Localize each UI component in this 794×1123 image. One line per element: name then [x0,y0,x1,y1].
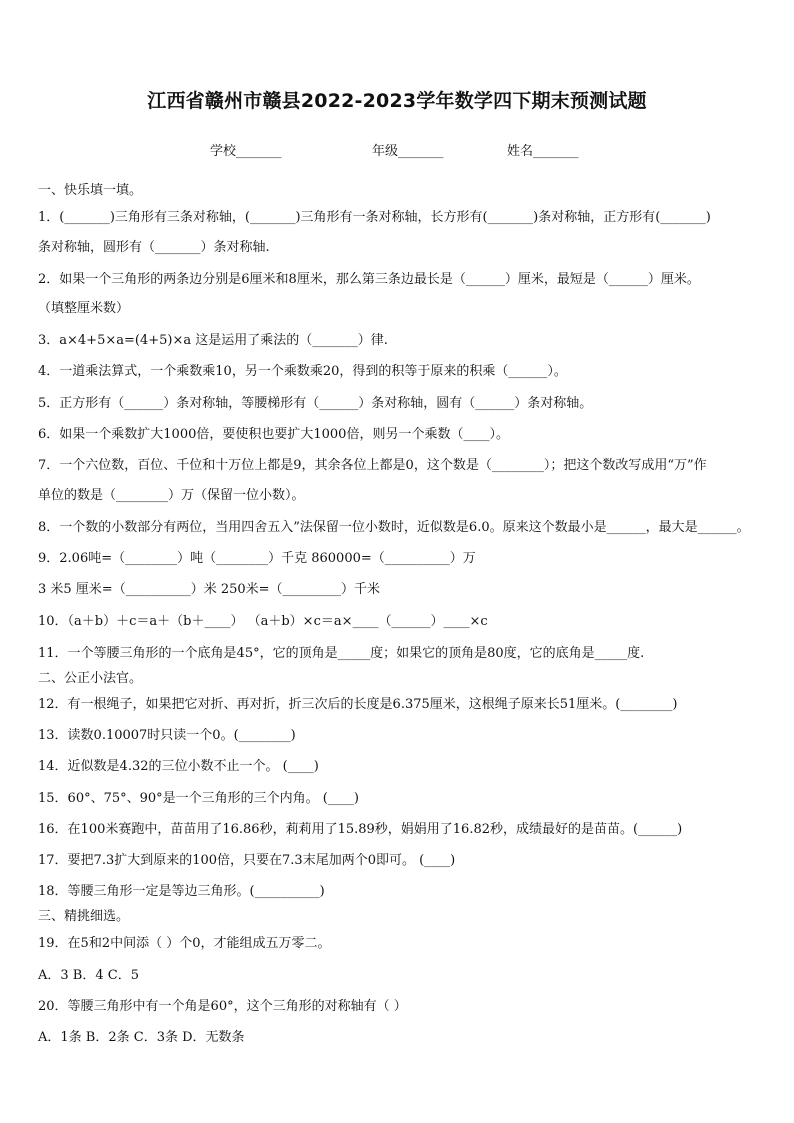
question-5: 5．正方形有（______）条对称轴，等腰梯形有（______）条对称轴，圆有（______）条对称轴。 [38,396,593,411]
question-15: 15．60°、75°、90°是一个三角形的三个内角。 (____) [38,791,359,806]
question-20: 20．等腰三角形中有一个角是60°，这个三角形的对称轴有（ ） [38,999,407,1014]
question-8: 8．一个数的小数部分有两位，当用四舍五入”法保留一位小数时，近似数是6.0。原来这个数最小是______，最大是______。 [38,520,750,535]
section-heading-2: 二、公正小法官。 [38,671,143,686]
question-18: 18．等腰三角形一定是等边三角形。(__________) [38,884,325,899]
section-heading-3: 三、精挑细选。 [38,909,130,924]
question-7-cont: 单位的数是（________）万（保留一位小数）。 [38,488,305,503]
question-12: 12．有一根绳子，如果把它对折、再对折，折三次后的长度是6.375厘米，这根绳子原来长51厘米。(________) [38,697,678,712]
name-field: 姓名_______ [507,144,579,159]
question-6: 6．如果一个乘数扩大1000倍，要使积也要扩大1000倍，则另一个乘数（____）。 [38,427,509,442]
question-16: 16．在100米赛跑中，苗苗用了16.86秒，莉莉用了15.89秒，娟娟用了16.82秒，成绩最好的是苗苗。(______) [38,822,683,837]
page-title: 江西省赣州市赣县2022-2023学年数学四下期末预测试题 [147,90,647,112]
question-1: 1．(_______)三角形有三条对称轴，(_______)三角形有一条对称轴，长方形有(_______)条对称轴，正方形有(_______) [38,210,711,225]
question-17: 17．要把7.3扩大到原来的100倍，只要在7.3末尾加两个0即可。 (____) [38,853,456,868]
section-heading-1: 一、快乐填一填。 [38,183,143,198]
grade-field: 年级_______ [372,144,444,159]
question-2-note: （填整厘米数） [38,301,130,316]
question-19: 19．在5和2中间添（ ）个0，才能组成五万零二。 [38,936,331,951]
question-7: 7．一个六位数，百位、千位和十万位上都是9，其余各位上都是0，这个数是（________）；把这个数改写成用“万”作 [38,458,707,473]
question-3: 3．a×4+5×a=(4+5)×a 这是运用了乘法的（_______）律. [38,333,388,348]
question-1-cont: 条对称轴，圆形有（_______）条对称轴. [38,240,270,255]
question-10: 10．（a＋b）＋c＝a＋（b＋____） （a＋b）×c＝a×____（______）____×c [38,614,488,629]
school-field: 学校_______ [210,144,282,159]
question-2: 2．如果一个三角形的两条边分别是6厘米和8厘米，那么第三条边最长是（______）厘米，最短是（______）厘米。 [38,272,700,287]
question-9-cont: 3 米5 厘米=（__________）米 250米=（_________）千米 [38,582,381,597]
question-13: 13．读数0.10007时只读一个0。(________) [38,728,296,743]
question-14: 14．近似数是4.32的三位小数不止一个。 (____) [38,759,319,774]
question-19-options: A．3 B．4 C．5 [38,968,139,983]
question-20-options: A．1条 B．2条 C．3条 D．无数条 [38,1030,245,1045]
question-9: 9．2.06吨=（________）吨（________）千克 860000=（__________）万 [38,551,476,566]
question-11: 11．一个等腰三角形的一个底角是45°，它的顶角是_____度；如果它的顶角是80度，它的底角是_____度. [38,646,645,661]
question-4: 4．一道乘法算式，一个乘数乘10，另一个乘数乘20，得到的积等于原来的积乘（______）。 [38,364,567,379]
